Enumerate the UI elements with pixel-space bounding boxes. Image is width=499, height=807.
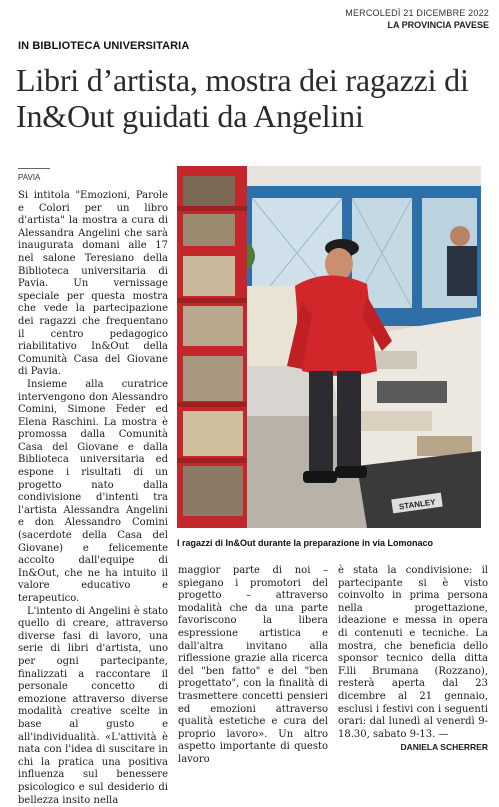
- dateline: PAVIA: [18, 173, 41, 182]
- article-headline: Libri d’artista, mostra dei ragazzi di In&Out guidati da Angelini: [16, 62, 469, 134]
- paragraph: L'intento di Angelini è stato quello di creare, attraverso diverse fasi di lavoro, una serie di libri d'artista, uno per ogni partecipante, finalizzati a raccontare il personale concetto di emozione attraverso diverse modalità creative scelte in base al gusto e all'individualità. «L'attività è nata con l'idea di suscitare in chi la pratica una positiva influenza sul benessere psicologico e sul desiderio di bellezza insito nella: [18, 605, 168, 806]
- article-column-1: [18, 190, 168, 807]
- issue-date: MERCOLEDÌ 21 DICEMBRE 2022: [345, 8, 489, 18]
- paragraph: maggior parte di noi –spiegano i promotori del progetto – attraverso modalità che da una parte favoriscono la libera espressione artistica e dall'altra invitano alla riflessione grazie alla ricerca del "ben fatto" e del "ben progettato", con la finalità di trasmettere concetti pensieri ed emozioni attraverso qualità estetiche e cura del proprio lavoro». Un altro aspetto importante di questo lavoro: [178, 565, 328, 765]
- photo-caption: I ragazzi di In&Out durante la preparazione in via Lomonaco: [177, 538, 434, 548]
- section-kicker: IN BIBLIOTECA UNIVERSITARIA: [18, 40, 190, 52]
- toolbox-label: STANLEY: [398, 497, 437, 512]
- article-column-3: [338, 565, 488, 754]
- dateline-rule: [18, 168, 50, 169]
- article-column-2: [178, 565, 328, 767]
- paragraph: Insieme alla curatrice intervengono don Alessandro Comini, Simone Feder ed Elena Raschini. La mostra è promossa dalla Comunità Casa del Giovane e dalla Biblioteca universitaria ed espone i risultati di un progetto nato dalla condivisione d'intenti tra l'artista Alessandra Angelini e don Alessandro Comini (sacerdote della Casa del Giovane) e felicemente accolto dall'equipe di In&Out, che ne ha intuito il valore educativo e terapeutico.: [18, 378, 168, 604]
- newspaper-name: LA PROVINCIA PAVESE: [387, 20, 489, 30]
- article-photo: [177, 166, 481, 528]
- paragraph: Si intitola "Emozioni, Parole e Colori per un libro d'artista" la mostra a cura di Alessandra Angelini che sarà inaugurata domani alle 17 nel salone Teresiano della Biblioteca universitaria di Pavia. Un vernissage speciale per questa mostra che vede la partecipazione dei ragazzi che frequentano il centro pedagogico riabilitativo In&Out della Comunità Casa del Giovane di Pavia.: [18, 190, 168, 378]
- author-signature: DANIELA SCHERRER: [400, 742, 488, 753]
- paragraph: è stata la condivisione: il partecipante si è visto coinvolto in prima persona nella progettazione, ideazione e messa in opera di contenuti e tecniche. La mostra, che beneficia dello sponsor tecnico della ditta F.lli Brumana (Rozzano), resterà aperta dal 23 dicembre al 21 gennaio, esclusi i festivi con i seguenti orari: dal lunedì al venerdì 9-18.30, sabato 9-13. —: [338, 565, 488, 740]
